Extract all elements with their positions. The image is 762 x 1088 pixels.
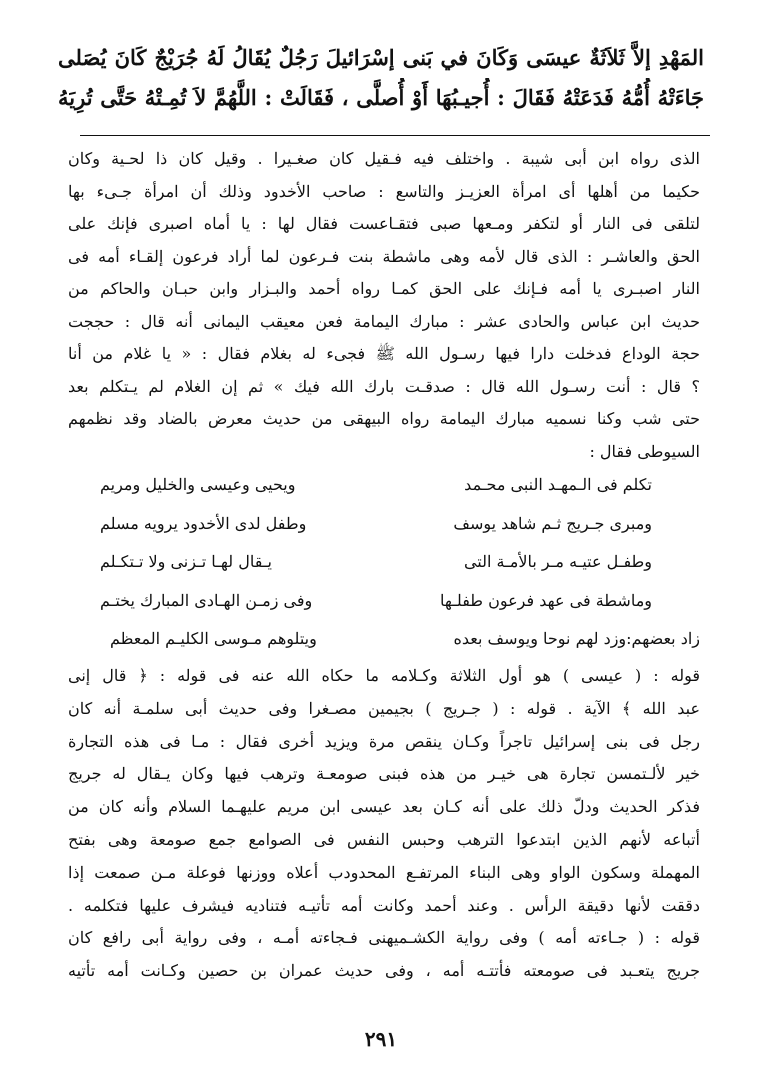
verse-first-hemistich: تكلم فى الـمهـد النبى محـمد [464,475,652,494]
poem-verse [100,505,652,544]
commentary-line: لتلقى فى النار أو لتكفر ومـعها صبى فتقـاعست فقال لها : يا أماه اصبرى فإنك على [68,214,700,233]
commentary-line: الذى رواه ابن أبى شيبة . واختلف فيه فـقيل كان صغـيرا . وقيل كان ذا لحـية وكان [68,149,700,168]
commentary-line: حجة الوداع فدخلت دارا فيها رسـول الله ﷺ فجىء له بغلام فقال : « يا غلام من أنا [68,344,700,363]
commentary-line: رجل فى بنى إسرائيل تاجراً وكـان ينقص مرة ويزيد أخرى فقال : مـا فى هذه التجارة [68,731,700,751]
commentary-block [68,143,700,468]
hadith-line: جَاءَتْهُ أُمُّهُ فَدَعَتْهُ فَقَالَ : أُجيـبُهَا أَوْ أُصلَّى ، فَقَالَتْ : اللَّهُمَّ لاَ تُمِـتْهُ حَتَّى تُرِيَهُ [58,85,704,110]
commentary-line: حتى شب وكنا نسميه مبارك اليمامة رواه البيهقى من حديث معرض بالضاد وقد نظمهم [68,409,700,428]
poem-verse [100,582,652,621]
verse-second-hemistich: ويحيى وعيسى والخليل ومريم [100,475,296,494]
verse-second-hemistich: وطفل لدى الأخدود يرويه مسلم [100,513,307,533]
poem-verse [100,466,652,505]
verse-first-hemistich: وطفـل عتيـه مـر بالأمـة التى [463,552,652,571]
verse-second-hemistich: وفى زمـن الهـادى المبارك يختـم [100,590,313,610]
commentary-line: خير لألـتمسن تجارة هى خيـر من هذه فبنى صومعـة وترهب فيها وكان يـقال له جريج [68,764,700,784]
commentary-line: حكيما من أهلها أى امرأة العزيـز والتاسع : صاحب الأخدود وذلك أن امرأة جـىء بها [68,181,700,201]
commentary-block-2 [68,660,700,988]
commentary-line: الحق والعاشـر : الذى قال لأمه وهى ماشطة بنت فـرعون لما أراد فرعون إلقـاء أمه فى [68,246,700,266]
commentary-line: حديث ابن عباس والحادى عشر : مبارك اليمامة فعن معيقب اليمانى أنه قال : حججت [68,311,700,331]
commentary-line: جريج يتعـبد فى صومعته فأتتـه أمه ، وفى حديث عمران بن حصين وكـانت أمه تأتيه [68,961,700,981]
page-number: ٢٩١ [364,1027,398,1051]
commentary-line: النار اصبـرى يا أمه فـإنك على الحق كمـا رواه أحمد والبـزار وابن حبـان والحاكم من [68,279,700,298]
poem-addition [70,620,700,658]
commentary-line: قوله : ( عيسى ) هو أول الثلاثة وكـلامه ما حكاه الله عنه فى قوله : ﴿ قال إنى [68,666,700,685]
hadith-line: المَهْدِ إلاَّ ثَلاَثَةٌ عيسَى وَكَانَ في بَنى إسْرَائيلَ رَجُلٌ يُقَالُ لَهُ جُرَيْجٌ كَانَ يُصَلى [58,45,704,70]
separator-rule [80,135,710,136]
hadith-text [58,38,704,118]
commentary-line: ؟ قال : أنت رسـول الله قال : صدقـت بارك الله فيك » ثم إن الغلام لم يـتكلم بعد [68,376,700,396]
poem-verse [100,543,652,582]
commentary-line: السيوطى فقال : [589,441,700,461]
addition-second-hemistich: ويتلوهم مـوسى الكليـم المعظم [110,629,317,648]
commentary-line: دققت لأنها دقيقة الرأس . وعند أحمد وكانت أمه تأتيـه فتناديه فيشرف عليها فتكلمه . [68,895,700,915]
verse-first-hemistich: ومبرى جـريج ثـم شاهد يوسف [453,513,652,533]
commentary-line: أتباعه لأنهم الذين ابتدعوا الترهب وحبس النفس فى الصوامع جمع صومعة وهى بفتح [68,829,700,849]
commentary-line: المهملة وسكون الواو وهى البناء المرتفـع المحدودب أعلاه ووزنها فوعلة مـن صمعت إذا [68,862,700,882]
poem [100,466,652,620]
verse-second-hemistich: يـقال لهـا تـزنى ولا تـتكـلم [100,552,272,571]
commentary-line: فذكر الحديث ودلّ ذلك على أنه كـان بعد عيسى ابن مريم عليهـما السلام وأنه كان من [68,797,700,817]
addition-first-hemistich: زاد بعضهم:وزد لهم نوحا ويوسف بعده [453,629,700,648]
commentary-line: عبد الله ﴾ الآية . قوله : ( جـريج ) بجيمين مصـغرا وفى حديث أبى سلمـة أنه كان [68,698,700,718]
verse-first-hemistich: وماشطة فى عهد فرعون طفلـها [439,590,652,610]
commentary-line: قوله : ( جـاءته أمه ) وفى رواية الكشـميهنى فـجاءته أمـه ، وفى رواية أبى رافع كان [68,928,700,948]
